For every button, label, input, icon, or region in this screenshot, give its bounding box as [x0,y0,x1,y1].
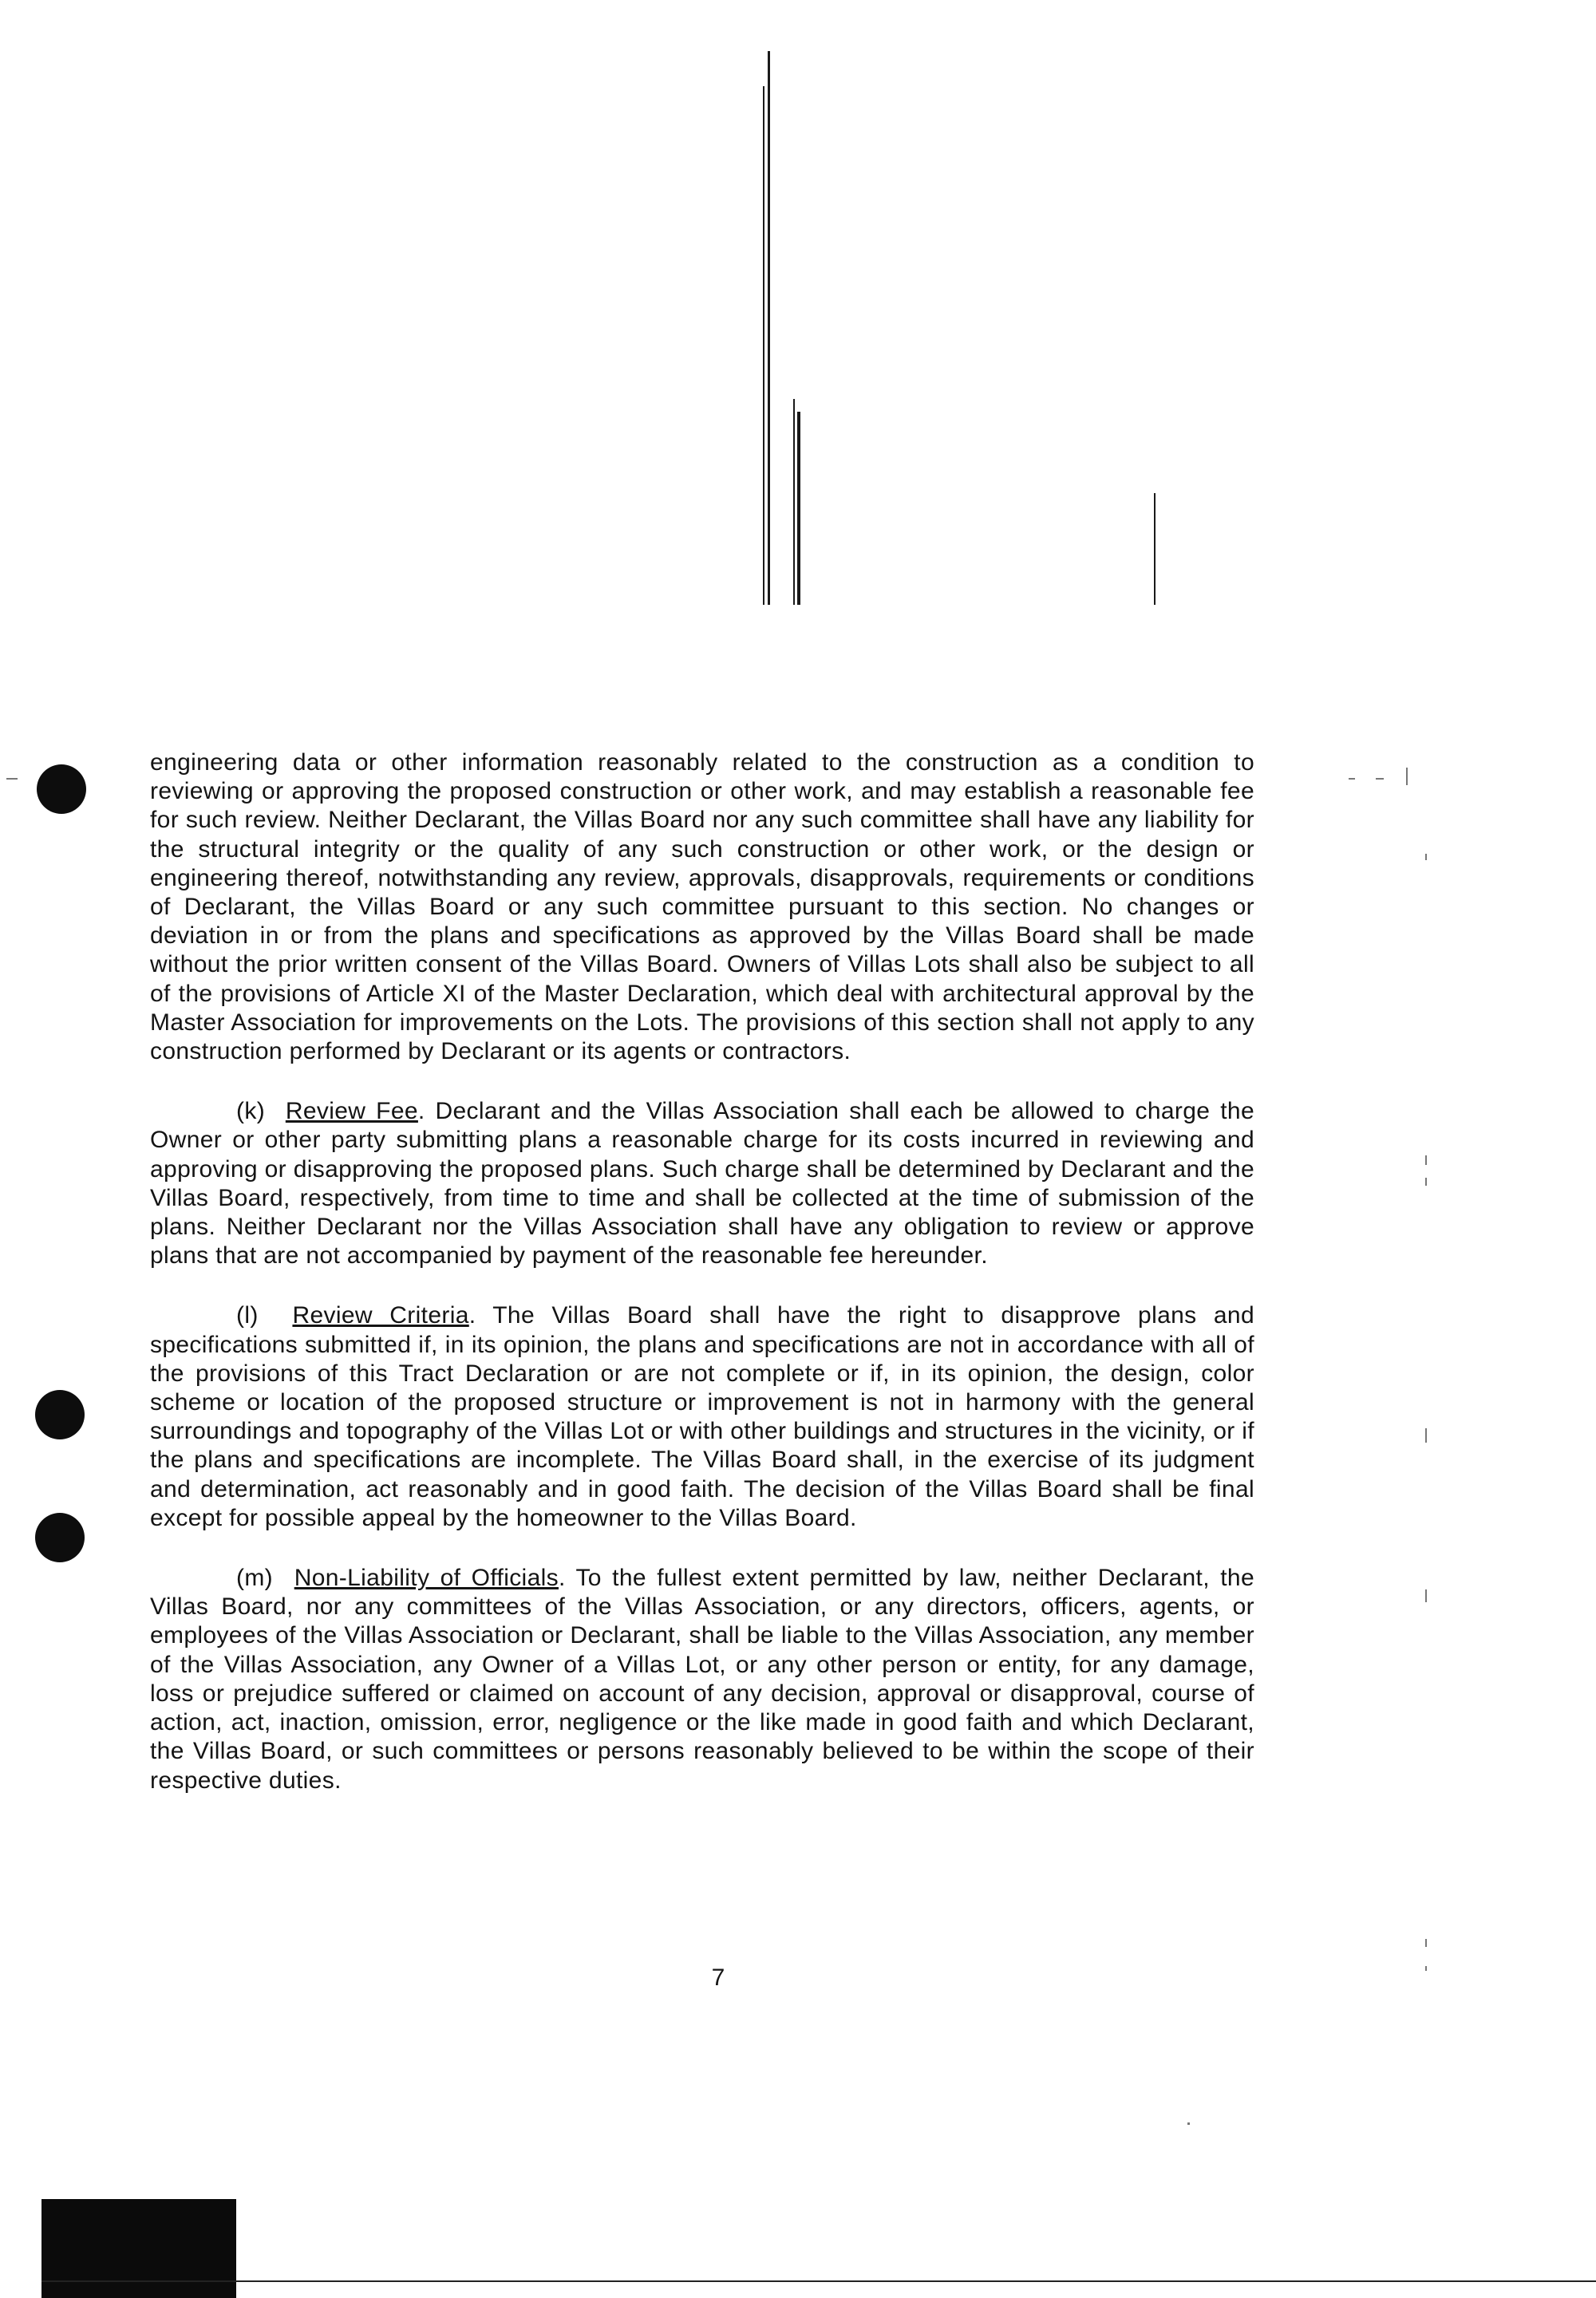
paragraph-marker: (k) [236,1098,266,1125]
punch-hole-icon [37,764,86,814]
paragraph-text: engineering data or other information reasonably related to the construction as a condition to reviewing or approving the proposed construction or other work, and may establish a reasonable fee for such review. Neither Declarant, the Villas Board nor any such committee shall have any liability for the structural integrity or the quality of any such construction or other work, or the design or engineering thereof, notwithstanding any review, approvals, disapprovals, requirements or conditions of Declarant, the Villas Board or any such committee pursuant to this section. No changes or deviation in or from the plans and specifications as approved by the Villas Board shall be made without the prior written consent of the Villas Board. Owners of Villas Lots shall also be subject to all of the provisions of Article XI of the Master Declaration, which deal with architectural approval by the Master Association for improvements on the Lots. The provisions of this section shall not apply to any construction performed by Declarant or its agents or contractors. [150,749,1254,1065]
scan-line [1154,493,1156,605]
page-number: 7 [711,1964,725,1991]
paragraph-review-criteria [150,1301,1254,1533]
paragraph-text: . To the fullest extent permitted by law, neither Declarant, the Villas Board, nor any committees of the Villas Association, or any directors, officers, agents, or employees of the Villas Association or Declarant, shall be liable to the Villas Association, any member of the Villas Association, any Owner of a Villas Lot, or any other person or entity, for any damage, loss or prejudice suffered or claimed on account of any decision, approval or disapproval, course of action, act, inaction, omission, error, negligence or the like made in good faith and which Declarant, the Villas Board, or such committees or persons reasonably believed to be within the scope of their respective duties. [150,1565,1254,1794]
paragraph-text: . The Villas Board shall have the right to disapprove plans and specifications submitted if, in its opinion, the plans and specifications are not in accordance with all of the provisions of this Tract Declaration or are not complete or if, in its opinion, the design, color scheme or location of the proposed structure or improvement is not in harmony with the general surroundings and topography of the Villas Lot or with other buildings and structures in the vicinity, or if the plans and specifications are incomplete. The Villas Board shall, in the exercise of its judgment and determination, act reasonably and in good faith. The decision of the Villas Board shall be final except for possible appeal by the homeowner to the Villas Board. [150,1302,1254,1531]
scan-speck [1425,1589,1427,1602]
scan-speck [1425,1428,1427,1443]
scan-speck [1425,1966,1427,1971]
scan-corner-block [41,2199,236,2298]
scan-line [763,86,764,605]
paragraph-non-liability [150,1564,1254,1795]
scan-line [768,51,770,605]
scan-line [793,399,795,605]
scan-speck [1425,1178,1427,1186]
scan-speck [1187,2122,1190,2125]
section-heading: Non-Liability of Officials [294,1565,559,1592]
scan-line [797,412,800,605]
paragraph-marker: (m) [236,1565,274,1592]
paragraph-continuation [150,748,1254,1066]
scan-speck [1425,1155,1427,1165]
punch-hole-icon [35,1513,85,1562]
scan-speck [1406,768,1408,785]
scan-speck [6,778,18,780]
paragraph-review-fee [150,1097,1254,1270]
paragraph-marker: (l) [236,1302,259,1329]
paragraph-text: . Declarant and the Villas Association shall each be allowed to charge the Owner or other party submitting plans a reasonable charge for its costs incurred in reviewing and approving or disapproving the proposed plans. Such charge shall be determined by Declarant and the Villas Board, respectively, from time to time and shall be collected at the time of submission of the plans. Neither Declarant nor the Villas Association shall have any obligation to review or approve plans that are not accompanied by payment of the reasonable fee hereunder. [150,1098,1254,1269]
section-heading: Review Criteria [292,1302,469,1329]
document-body [150,748,1254,1826]
punch-hole-icon [35,1390,85,1439]
section-heading: Review Fee [285,1098,418,1125]
scan-speck [1376,778,1384,780]
scan-speck [1425,1939,1427,1947]
scan-edge-line [41,2280,1596,2282]
scan-speck [1349,778,1355,780]
scan-speck [1425,854,1427,860]
